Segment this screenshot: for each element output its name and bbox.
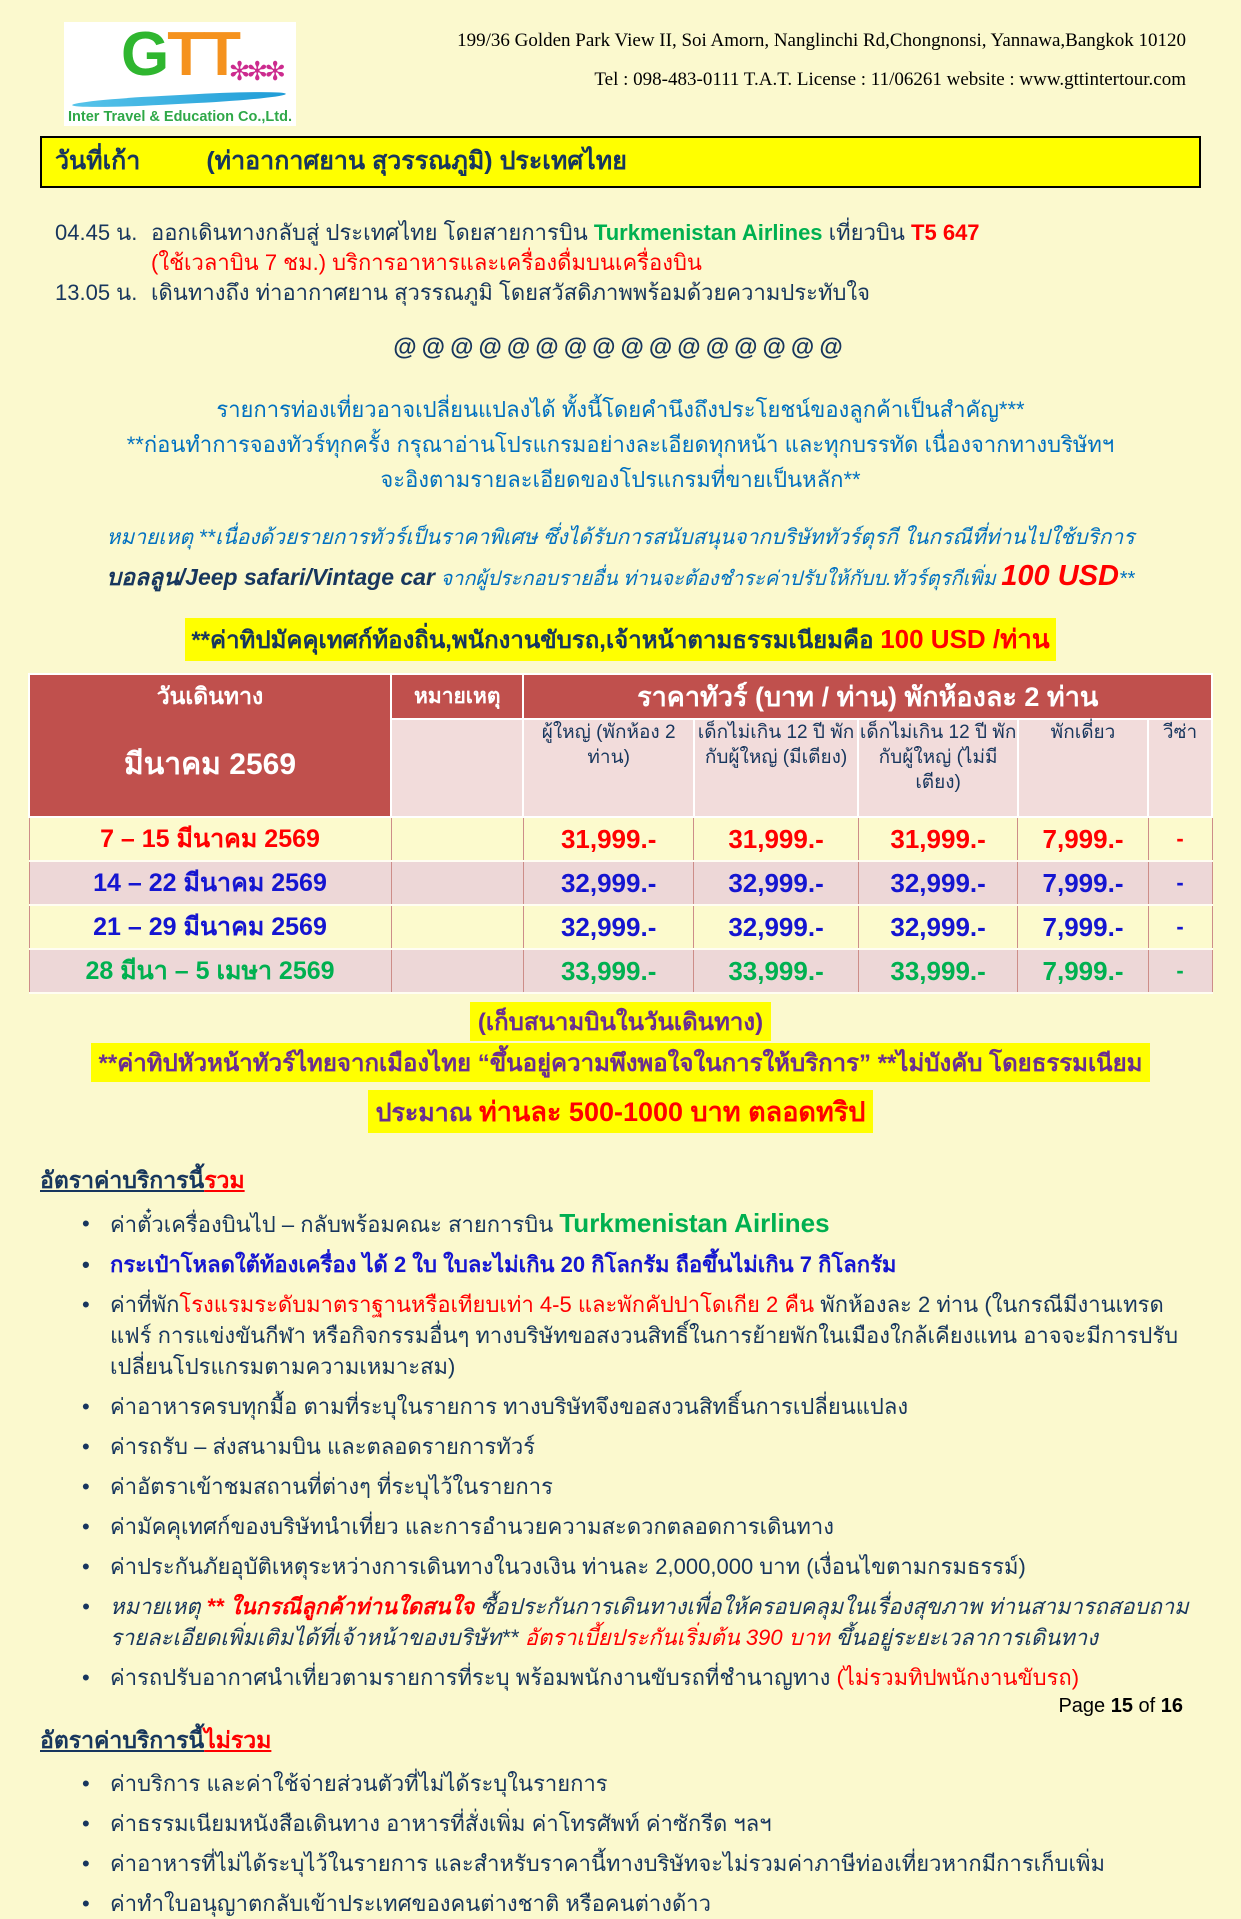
tip-highlight [185, 618, 1055, 661]
bullet-item [82, 1289, 1201, 1382]
date-header-label: วันเดินทาง [156, 683, 264, 709]
bullet-item: • ค่ามัคคุเทศก์ของบริษัทนำเที่ยว และการอำนวยความสะดวกตลอดการเดินทาง [82, 1511, 1201, 1542]
tip-amount-value: ท่านละ 500-1000 บาท ตลอดทริป [478, 1097, 866, 1127]
bullet-text: ขึ้นอยู่ระยะเวลาการเดินทาง [835, 1625, 1098, 1650]
departure-dates: 7 – 15 มีนาคม 2569 [29, 817, 391, 861]
tip-amount-highlight [368, 1090, 874, 1133]
logo-letter-g: G [121, 20, 168, 89]
table-row [29, 817, 1212, 861]
table-header-row [29, 674, 1212, 719]
bullet-text: ค่าที่พัก [110, 1292, 180, 1317]
row-note [391, 817, 523, 861]
itinerary-row-arrival [55, 278, 1201, 308]
bullet-item: • ค่าอาหารที่ไม่ได้ระบุไว้ในรายการ และสำหรับราคานี้ทางบริษัทจะไม่รวมค่าภาษีท่องเที่ยวหากมีการเก็บเพิ่ม [82, 1848, 1201, 1879]
hotel-detail-red: โรงแรมระดับมาตราฐานหรือเทียบเท่า 4-5 และพักคัปปาโดเกีย 2 คืน [179, 1292, 815, 1317]
notice-line: จะอิงตามรายละเอียดของโปรแกรมที่ขายเป็นหลัก** [380, 467, 861, 492]
price-child-bed: 31,999.- [694, 817, 858, 861]
tip-amount: 100 USD /ท่าน [880, 624, 1050, 654]
header-text-block [296, 22, 1186, 91]
exclude-heading-accent: ไม่รวม [204, 1727, 272, 1753]
day-banner-title: (ท่าอากาศยาน สุวรรณภูมิ) ประเทศไทย [206, 147, 627, 175]
page-of: of [1132, 1695, 1161, 1717]
price-adult: 32,999.- [523, 861, 693, 905]
bullet-item: • ค่าอาหารครบทุกมื้อ ตามที่ระบุในรายการ ทางบริษัทจึงขอสงวนสิทธิ์นการเปลี่ยนแปลง [82, 1391, 1201, 1422]
day-banner [40, 136, 1201, 188]
row-note [391, 949, 523, 993]
bullet-item: • ค่าอัตราเข้าชมสถานที่ต่างๆ ที่ระบุไว้ในรายการ [82, 1471, 1201, 1502]
price-child-no-bed: 31,999.- [858, 817, 1018, 861]
price-child-no-bed: 33,999.- [858, 949, 1018, 993]
remark-activities: บอลลูน/Jeep safari/Vintage car [106, 564, 435, 590]
time-label: 04.45 น. [55, 220, 138, 245]
note-column-header: หมายเหตุ [391, 674, 523, 719]
exclude-heading [40, 1723, 1201, 1759]
row-note [391, 861, 523, 905]
table-row [29, 905, 1212, 949]
subheader-single: พักเดี่ยว [1018, 719, 1148, 817]
exclude-list [40, 1768, 1201, 1919]
include-heading-accent: รวม [204, 1167, 245, 1193]
include-heading [40, 1163, 1201, 1199]
include-list [40, 1208, 1201, 1693]
page-label: Page [1058, 1695, 1111, 1717]
remark-segment: จากผู้ประกอบรายอื่น ท่านจะต้องชำระค่าปรับให้กับบ.ทัวร์ตุรกีเพิ่ม [434, 568, 1002, 590]
price-single: 7,999.- [1018, 817, 1148, 861]
airport-fee-text: (เก็บสนามบินในวันเดินทาง) [470, 1002, 771, 1041]
price-adult: 33,999.- [523, 949, 693, 993]
subheader-child-bed: เด็กไม่เกิน 12 ปี พักกับผู้ใหญ่ (มีเตียง) [694, 719, 858, 817]
bullet-item [82, 1208, 1201, 1240]
table-row [29, 861, 1212, 905]
price-header: ราคาทัวร์ (บาท / ท่าน) พักห้องละ 2 ท่าน [523, 674, 1212, 719]
departure-dates: 14 – 22 มีนาคม 2569 [29, 861, 391, 905]
at-separator-line: @@@@@@@@@@@@@@@@ [393, 334, 848, 361]
page-header [0, 0, 1241, 126]
price-single: 7,999.- [1018, 949, 1148, 993]
flight-note: (ใช้เวลาบิน 7 ชม.) บริการอาหารและเครื่องดื่มบนเครื่องบิน [151, 250, 702, 275]
remark-segment: ** [1118, 568, 1135, 590]
price-child-bed: 32,999.- [694, 905, 858, 949]
exclude-heading-main: อัตราค่าบริการนี้ [40, 1727, 205, 1753]
departure-dates: 28 มีนา – 5 เมษา 2569 [29, 949, 391, 993]
page-current: 15 [1110, 1695, 1133, 1717]
bullet-item: • ค่าประกันภัยอุบัติเหตุระหว่างการเดินทางในวงเงิน ท่านละ 2,000,000 บาท (เงื่อนไขตามกรมธรรม์) [82, 1551, 1201, 1582]
bullet-text: ค่าตั๋วเครื่องบินไป – กลับพร้อมคณะ สายการบิน [110, 1212, 560, 1237]
remark-line1: หมายเหตุ **เนื่องด้วยรายการทัวร์เป็นราคาพิเศษ ซึ่งได้รับการสนับสนุนจากบริษัททัวร์ตุรกี ในกรณีที่ท่านไปใช้บริการ [106, 526, 1135, 549]
itinerary-row-note [55, 248, 1201, 278]
bullet-item: • ค่าทำใบอนุญาตกลับเข้าประเทศของคนต่างชาติ หรือคนต่างด้าว [82, 1888, 1201, 1919]
month-label: มีนาคม 2569 [123, 748, 297, 781]
bullet-text: พักห้องละ 2 ท่าน (ในกรณีมีงานเทรดแฟร์ การแข่งขันกีฬา หรือกิจกรรมอื่นๆ ทางบริษัทขอสงวนสิทธิ์ในการย้ายพักในเมืองใกล้เคียงแทน อาจจะมีการปรับเปลี่ยนโปรแกรมตามความเหมาะสม) [110, 1292, 1179, 1379]
day-banner-day: วันที่เก้า [55, 147, 141, 175]
price-single: 7,999.- [1018, 861, 1148, 905]
logo-letters-tt: TT [167, 20, 239, 89]
itinerary-text [151, 218, 1201, 248]
brush-swish-icon [72, 89, 286, 109]
price-child-bed: 32,999.- [694, 861, 858, 905]
price-child-no-bed: 32,999.- [858, 861, 1018, 905]
flowers-icon: ✻✻✻ [228, 56, 282, 86]
insurance-note-red: ** ในกรณีลูกค้าท่านใดสนใจ [206, 1594, 481, 1619]
tour-leader-tip-note [0, 1043, 1241, 1082]
row-note [391, 905, 523, 949]
notice-line: รายการท่องเที่ยวอาจเปลี่ยนแปลงได้ ทั้งนี้โดยคำนึงถึงประโยชน์ของลูกค้าเป็นสำคัญ*** [216, 397, 1025, 422]
departure-dates: 21 – 29 มีนาคม 2569 [29, 905, 391, 949]
include-heading-main: อัตราค่าบริการนี้ [40, 1167, 205, 1193]
bullet-item [82, 1591, 1201, 1653]
bullet-item: • ค่าบริการ และค่าใช้จ่ายส่วนตัวที่ไม่ได้ระบุในรายการ [82, 1768, 1201, 1799]
bullet-text: ซื้อประกันการเดินทางเพื่อให้ครอบคลุมในเรื่องสุขภาพ ท่านสามารถสอบถามรายละเอียดเพิ่มเติมได้ที่เจ้าหน้าของบริษัท** [110, 1594, 1189, 1650]
exclude-section [40, 1723, 1201, 1919]
logo-company-name: Inter Travel & Education Co.,Ltd. [68, 109, 292, 125]
notice-block [0, 392, 1241, 497]
visa-value: - [1148, 949, 1212, 993]
bullet-item: • กระเป๋าโหลดใต้ท้องเครื่อง ได้ 2 ใบ ใบละไม่เกิน 20 กิโลกรัม ถือขึ้นไม่เกิน 7 กิโลกรัม [82, 1249, 1201, 1280]
subheader-adult: ผู้ใหญ่ (พักห้อง 2 ท่าน) [523, 719, 693, 817]
airport-fee-note [0, 1002, 1241, 1041]
price-child-bed: 33,999.- [694, 949, 858, 993]
bullet-item: • ค่ารถรับ – ส่งสนามบิน และตลอดรายการทัวร์ [82, 1431, 1201, 1462]
table-row [29, 949, 1212, 993]
bullet-text: หมายเหตุ [110, 1594, 207, 1619]
remark-line2 [0, 560, 1241, 596]
price-single: 7,999.- [1018, 905, 1148, 949]
company-address: 199/36 Golden Park View II, Soi Amorn, Nanglinchi Rd,Chongnonsi, Yannawa,Bangkok 10120 [457, 30, 1186, 51]
itinerary-segment: ออกเดินทางกลับสู่ ประเทศไทย โดยสายการบิน [151, 220, 594, 245]
tour-leader-tip-text: **ค่าทิปหัวหน้าทัวร์ไทยจากเมืองไทย “ขึ้นอยู่ความพึงพอใจในการให้บริการ” **ไม่บังคับ โดยธรรมเนียม [91, 1043, 1151, 1082]
itinerary-text: เดินทางถึง ท่าอากาศยาน สุวรรณภูมิ โดยสวัสดิภาพพร้อมด้วยความประทับใจ [151, 280, 871, 305]
visa-value: - [1148, 905, 1212, 949]
remark-block [0, 521, 1241, 596]
notice-line: **ก่อนทำการจองทัวร์ทุกครั้ง กรุณาอ่านโปรแกรมอย่างละเอียดทุกหน้า และทุกบรรทัด เนื่องจากทางบริษัทฯ [126, 432, 1115, 457]
time-label: 13.05 น. [55, 280, 138, 305]
tip-text: **ค่าทิปมัคคุเทศก์ท้องถิ่น,พนักงานขับรถ,เจ้าหน้าตามธรรมเนียมคือ [191, 627, 881, 654]
company-logo [64, 22, 296, 126]
flight-number: T5 647 [911, 220, 980, 245]
price-child-no-bed: 32,999.- [858, 905, 1018, 949]
date-column-header [29, 674, 391, 817]
tip-highlight-line [0, 618, 1241, 661]
airline-name: Turkmenistan Airlines [593, 220, 823, 245]
visa-value: - [1148, 861, 1212, 905]
bullet-item [82, 1662, 1201, 1693]
subheader-visa: วีซ่า [1148, 719, 1212, 817]
company-contact: Tel : 098-483-0111 T.A.T. License : 11/06261 website : www.gttintertour.com [594, 69, 1186, 90]
penalty-price: 100 USD [1001, 560, 1119, 592]
price-adult: 31,999.- [523, 817, 693, 861]
subheader-child-no-bed: เด็กไม่เกิน 12 ปี พักกับผู้ใหญ่ (ไม่มีเตียง) [858, 719, 1018, 817]
visa-value: - [1148, 817, 1212, 861]
page-number [1058, 1695, 1183, 1718]
tip-amount-prefix: ประมาณ [375, 1099, 479, 1127]
price-table [28, 673, 1213, 994]
itinerary [55, 218, 1201, 308]
driver-tip-excluded-red: (ไม่รวมทิปพนักงานขับรถ) [836, 1665, 1080, 1690]
itinerary-row-departure [55, 218, 1201, 248]
price-adult: 32,999.- [523, 905, 693, 949]
bullet-item: • ค่าธรรมเนียมหนังสือเดินทาง อาหารที่สั่งเพิ่ม ค่าโทรศัพท์ ค่าซักรีด ฯลฯ [82, 1808, 1201, 1839]
include-section [40, 1163, 1201, 1693]
note-subheader [391, 719, 523, 817]
page-total: 16 [1160, 1695, 1183, 1717]
tip-amount-note [0, 1090, 1241, 1133]
airline-name: Turkmenistan Airlines [559, 1208, 830, 1238]
bullet-text: ค่ารถปรับอากาศนำเที่ยวตามรายการที่ระบุ พร้อมพนักงานขับรถที่ชำนาญทาง [110, 1665, 837, 1690]
time-spacer [55, 248, 151, 278]
insurance-premium-red: อัตราเบี้ยประกันเริ่มต้น 390 บาท [524, 1625, 836, 1650]
itinerary-segment: เที่ยวบิน [822, 220, 912, 245]
